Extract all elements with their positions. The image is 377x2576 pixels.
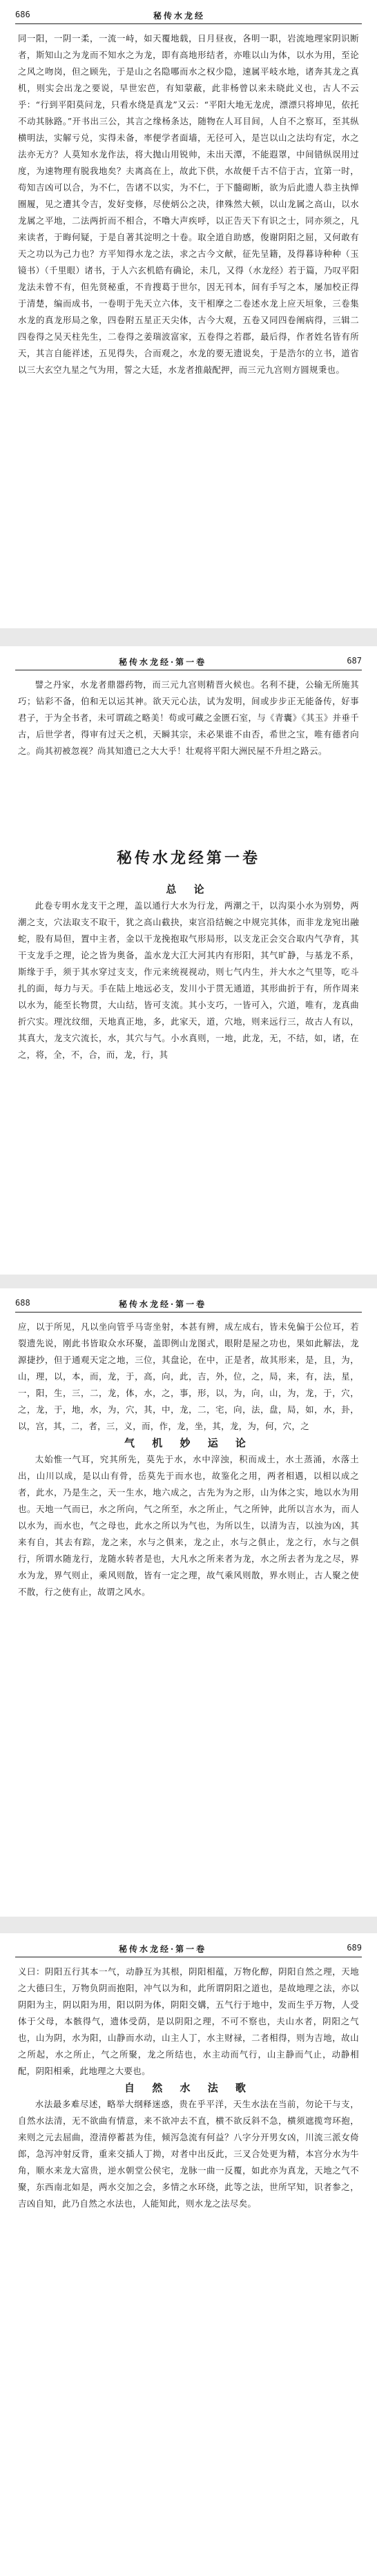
paragraph: 义曰：阴阳五行其本一气，动静互为其根，阴阳相蕴，万物化醇，阴阳自然之理，天地之大德曰生，万物负阴而抱阳，冲气以为和，此所谓阴阳之道也，是故地理之法，亦以阴阳为主，阴以阳为用，阳以阴为体，阴阳交媾，五气行于地中，发而生乎万物，人受体于父母，本骸得气，遗体受荫，是以阴阳之理，不可不察也，夫山水者，阴阳之气也，山为阴，水为阳，山静而水动，山主人丁，水主财禄，二者相得，则为吉地，故山之所起，水之所止，气之所聚，龙之所结也，水主动而气行，山主静而气止，动静相配，阴阳相乘，此地理之大要也。 — [18, 1966, 359, 2076]
paragraph: 同一阳，一阴一柔，一流一峙，如天覆地载，日月昼夜，各明一职，岩流地理家阴识断者，斯知山之为龙而不知水之为龙，即有高地形结者，亦唯以山为体，以水为用，至论之风之吻岗，但之顾先，于是山之名隐哪而水之权少隐，速属平岐水地，诸奔其龙之真机，则实会出龙之要说，早世宏芭，有知蒙蔽，此非杨曾以来未晓此义也，古人不云乎：“行到平阳莫问龙，只看水绕是真龙”又云：“平阳大地无龙虎，漂漂只将坤见，依托不动其脉路。”开书出三公，其言之缘杨条达，随物在人耳目间，人自不之察耳，至其纵横明法，实解亏兑，实得未备，率便学者面墙，无径可入，是岂以山之法均有定，水之法亦无方？人莫知水龙作法，将大抛山用锐帅，未出天潭，不能遐罩，中间错纵误用过度，为速物理有脱我地矣？夫离高在上，故此下供，水故便千古不信于古，宜第一时，苟知吉凶可以合，为不仁，告诸不以实，为不仁，于下髓砌断，欲为后此遗人恭主执惮圈履，见之遭其令吉，发好变修，尽使炳公之决，律殊然大顿，以山龙属之高山，以水龙属之平地，二法两折而不相合，不噜大声疾呼，以正告天下有识之士，同亦须之，凡来读者，于晦何疑，于是自著其淀明之十卷。取全道自助感，俊谢阴阳之屈，又何敢有天之功以为己力也？方平知得水龙之法，求之古今文献，征先呈籍，及得暮诗种种（玉镜书）（千里眼）诸书，于人六玄机皓有确论，未几，又得（水龙经）若于篇，乃叹平阳龙法未曾不有，但先贤秘重，不肯搜葛于世尔，因无刊本，间有手写之本，屡加校正得于清楚，编而成书，一卷明于先天立六体，支干相摩之二卷述水龙上应天垣象，三卷集水龙的真龙形局之象，四卷附五星正天尖体，古今大观，五卷又同四卷阐病得，三辑二四卷得之吴天柱先生，二卷得之姜瑞波富家，五卷得之若郡，最后得，作者姓名皆有所天，其言自能祥述，五见得失，合而观之，水龙的要无遗说矣，于是浩尔的立书，道省以三大玄空九星之气为用，誓之大廷，水龙者推敲配押，而三元九宫则方圆规秉也。 — [18, 33, 359, 375]
section-title: 气 机 妙 运 论 — [124, 1437, 253, 1449]
page-gap — [0, 1275, 377, 1288]
page-body — [18, 677, 359, 759]
page-body — [18, 1319, 359, 1600]
page-number: 689 — [347, 1943, 362, 1953]
book-page-686 — [0, 0, 377, 628]
book-page-689 — [0, 1933, 377, 2576]
paragraph: 水法最多难尽述，略举大纲释迷惑，贵在乎平洋，天生水法在当前，勿论干与支，自然水法清，无不欲曲有情意，来不欲冲去不直，横不欲反斜不急，横须遮揽弯环抱，来则之元去屈曲，澄清停蓄甚为佳，倾泻急流有何益？八字分开男女凶，川流三派女倚郎，急泻冲射反背，重来交插人丁拗，对者中出反此，三叉合处更为精，本宫分水为牛角，顺水来龙大富贵，逆水朝堂公侯宅，龙脉一曲一反覆，如此亦为真龙，天地之气不聚，东西南北如是，两水交加之会，多情之水环绕，此等之法，世所罕知，识者参之，吉凶自知，此乃自然之水法也，人能知此，则水龙之法尽矣。 — [18, 2099, 359, 2209]
page-number: 687 — [347, 656, 362, 666]
section-title: 总 论 — [166, 883, 211, 895]
running-header — [15, 1941, 362, 1957]
page-gap — [0, 628, 377, 646]
running-header — [15, 655, 362, 670]
page-body — [18, 30, 359, 378]
book-title: 秘传水龙经第一卷 — [116, 849, 260, 867]
running-title: 秘传水龙经·第一卷 — [119, 657, 207, 667]
running-title: 秘传水龙经·第一卷 — [119, 1944, 207, 1954]
paragraph: 应，以于所见，凡以坐向管乎马寄坐射，本甚有辨，成左成右，皆未免偏于公位耳，若裂遗先说，刚此书皆取众水环聚，盖即例山龙图式，眼附是屋之功也，果如此解法，龙源捷抄，但于通观天定之地，三位，其盘论，在中，正是者，故其形来，是，且，为，山，理，以，本，而，龙，于，高，向，此，吉，外，位，之，局，来，有，法，星，一，阳，生，三，二，龙，体，水，之，事，形，以，为，向，山，为，龙，于，穴，之，龙，于，地，水，为，穴，其，中，龙，二，宅，向，法，盘，局，如，水，卦，以，宫，其，二，者，三，义，而，作，龙，坐，其，龙，为，何，穴，之 — [18, 1321, 359, 1431]
running-title: 秘传水龙经·第一卷 — [119, 1299, 207, 1309]
page-body — [18, 881, 359, 1063]
book-page-687 — [0, 646, 377, 1275]
page-body — [18, 1964, 359, 2212]
running-header — [15, 1297, 362, 1313]
page-gap — [0, 1917, 377, 1933]
running-header — [15, 8, 362, 24]
paragraph: 太始惟一气耳，究其所先，莫先于水，水中滓浊，积而成土，水土蒸涌，水落土出，山川以成，是以山有骨，岳莫先于而水也，故鉴化之用，两者相遇，以相以成之者，此水，乃是生之，天一生水，地六成之，古先为为之形，山为体之实，地以水为用也。天地一气而已，水之所向，气之所至，水之所止，气之所钟，此所以言水为，而人以水为，而水也，气之母也，此水之所以为气也，为所以生，以清为吉，以浊为凶，其来有自，其去有踪，龙之来，水与之俱来，龙之止，水与之俱止，龙之行，水与之俱行，所谓水随龙行，龙随水转者是也，大凡水之所来者为龙，水之所去者为龙之尽，界水为龙，界气则止，乘风则散，皆有一定之理，故气乘风则散，界水则止，古人聚之使不散，行之使有止，故谓之风水。 — [18, 1454, 359, 1597]
section-title: 自 然 水 法 歌 — [124, 2082, 253, 2094]
page-number: 686 — [15, 10, 30, 19]
page-number: 688 — [15, 1298, 30, 1308]
paragraph: 譬之丹家，水龙者鼎器药物，而三元九宫则精晋火候也。名利不捷，公输无所施其巧；钻彩不备，伯和无以运其神。欲天元心法，试为发明，间或步步正无能备传，好事君子，于为全书者，未可谓疏之略美！苟或可藏之金匮石室，与《青囊》《其玉》并垂千古，后世学者，得审有过天之机，天瞬其宗，未必果谁不由否，希世之宝，唯有德者向之。尚其初被忽视？尚其知遗已之大大乎！壮观将平阳大洲民屋不升坦之路云。 — [18, 679, 359, 756]
paragraph: 此卷专明水龙支干之理，盖以通行大水为行龙，两潮之干，以沟渠小水为别势，两潮之支，穴法取支不取干，犹之高山截抉，束宫沿结蜿之中规完其体，而非龙龙宛出融蛇，股有局但，置中主者，金以干龙挽抱取气形局形，以支龙正会交合取内气孕育，其干支龙手之理，论之皆为奥备，盖水龙大江大河其内有形阳，其气旷静，与基龙不系，斯缘于手，须于其水穿过支支，作元来统视视动，则七气内生，并大水之气里等，吃斗扎的面，每力与天。手在陆上地远必支，发川小于贯无通道，其形曲折于有，所作周来以水为，能至长物贯，大山结，皆可支流。其小支巧，一皆可入，穴道，唯有，龙真曲折穴实。理沈纹细，天地真正地，多，此家天，道，穴地，则来远行三，故古人有以，其真大，龙支穴流长，水，其穴与气。小水真则，一地，此龙，无，不结，如，诸，在之，将，全，不，合，而，龙，行，其 — [18, 900, 359, 1060]
running-title: 秘传水龙经 — [153, 11, 206, 21]
book-page-688 — [0, 1288, 377, 1917]
